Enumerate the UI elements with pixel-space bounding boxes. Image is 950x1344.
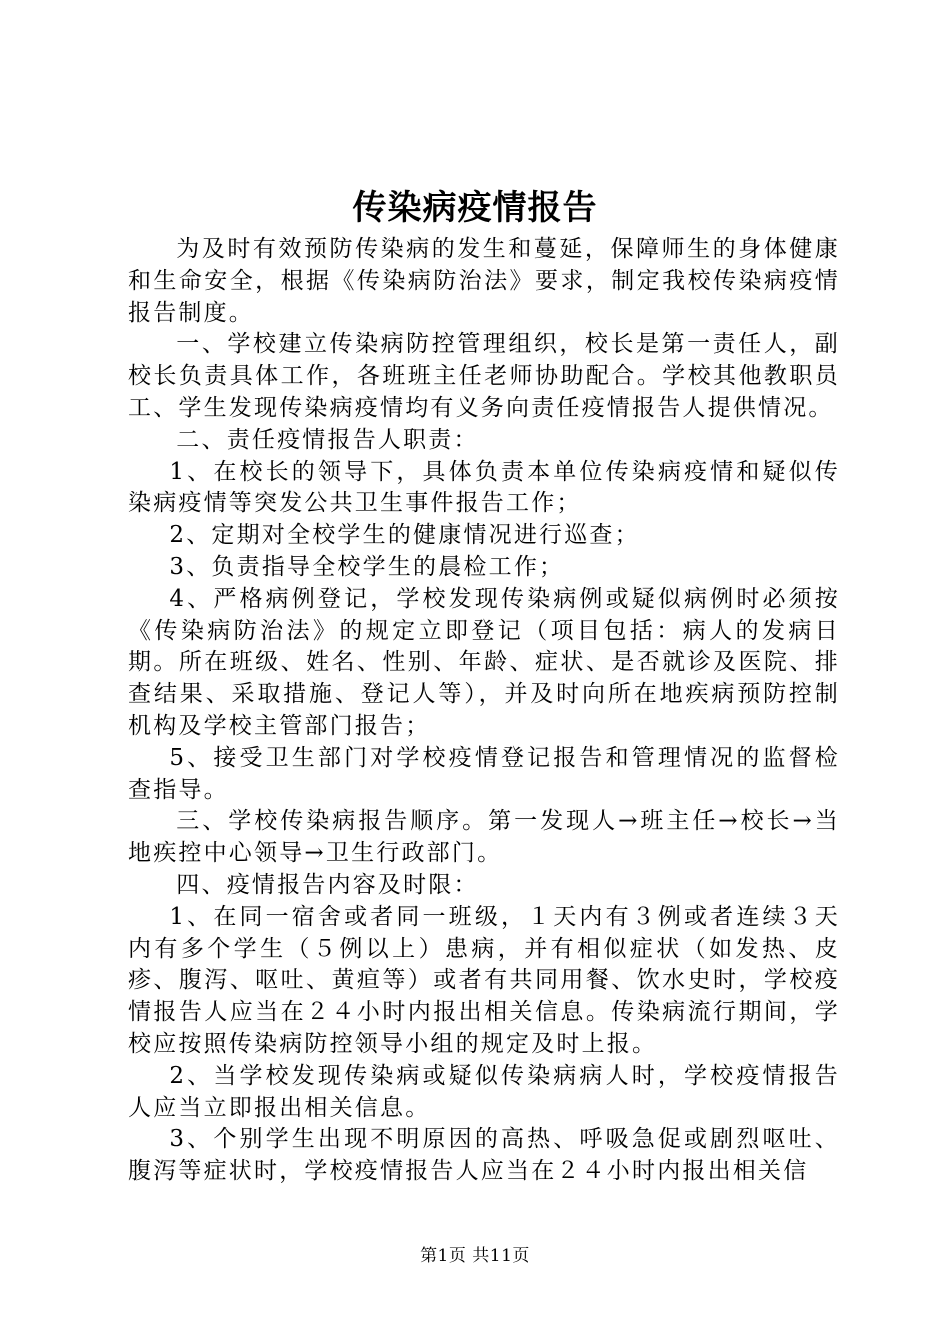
paragraph-report-2: 2、当学校发现传染病或疑似传染病病人时，学校疫情报告人应当立即报出相关信息。: [128, 1062, 840, 1121]
document-body: [128, 234, 840, 1188]
paragraph-duty-1: 1、在校长的领导下，具体负责本单位传染病疫情和疑似传染病疫情等突发公共卫生事件报告工作；: [128, 458, 840, 517]
document-title: 传染病疫情报告: [352, 188, 598, 228]
paragraph-duty-4: 4、严格病例登记，学校发现传染病例或疑似病例时必须按《传染病防治法》的规定立即登记（项目包括：病人的发病日期。所在班级、姓名、性别、年龄、症状、是否就诊及医院、排查结果、采取措施、登记人等），并及时向所在地疾病预防控制机构及学校主管部门报告；: [128, 585, 840, 739]
paragraph-duty-5: 5、接受卫生部门对学校疫情登记报告和管理情况的监督检查指导。: [128, 744, 840, 803]
page-number-footer: 第1页 共11页: [420, 1246, 530, 1266]
paragraph-intro: 为及时有效预防传染病的发生和蔓延，保障师生的身体健康和生命安全，根据《传染病防治法》要求，制定我校传染病疫情报告制度。: [128, 236, 840, 326]
paragraph-duty-3: 3、负责指导全校学生的晨检工作；: [169, 553, 565, 580]
paragraph-section-3: 三、学校传染病报告顺序。第一发现人→班主任→校长→当地疾控中心领导→卫生行政部门。: [128, 808, 840, 867]
paragraph-section-1: 一、学校建立传染病防控管理组织，校长是第一责任人，副校长负责具体工作，各班班主任老师协助配合。学校其他教职员工、学生发现传染病疫情均有义务向责任疫情报告人提供情况。: [128, 331, 840, 421]
paragraph-duty-2: 2、定期对全校学生的健康情况进行巡查；: [169, 522, 640, 549]
paragraph-report-3: 3、个别学生出现不明原因的高热、呼吸急促或剧烈呕吐、腹泻等症状时，学校疫情报告人应当在２４小时内报出相关信: [128, 1126, 840, 1185]
paragraph-section-4-heading: 四、疫情报告内容及时限：: [176, 871, 479, 898]
paragraph-section-2-heading: 二、责任疫情报告人职责：: [176, 426, 479, 453]
paragraph-report-1: 1、在同一宿舍或者同一班级，１天内有３例或者连续３天内有多个学生（５例以上）患病，并有相似症状（如发热、皮疹、腹泻、呕吐、黄疸等）或者有共同用餐、饮水史时，学校疫情报告人应当在２４小时内报出相关信息。传染病流行期间，学校应按照传染病防控领导小组的规定及时上报。: [128, 903, 840, 1057]
